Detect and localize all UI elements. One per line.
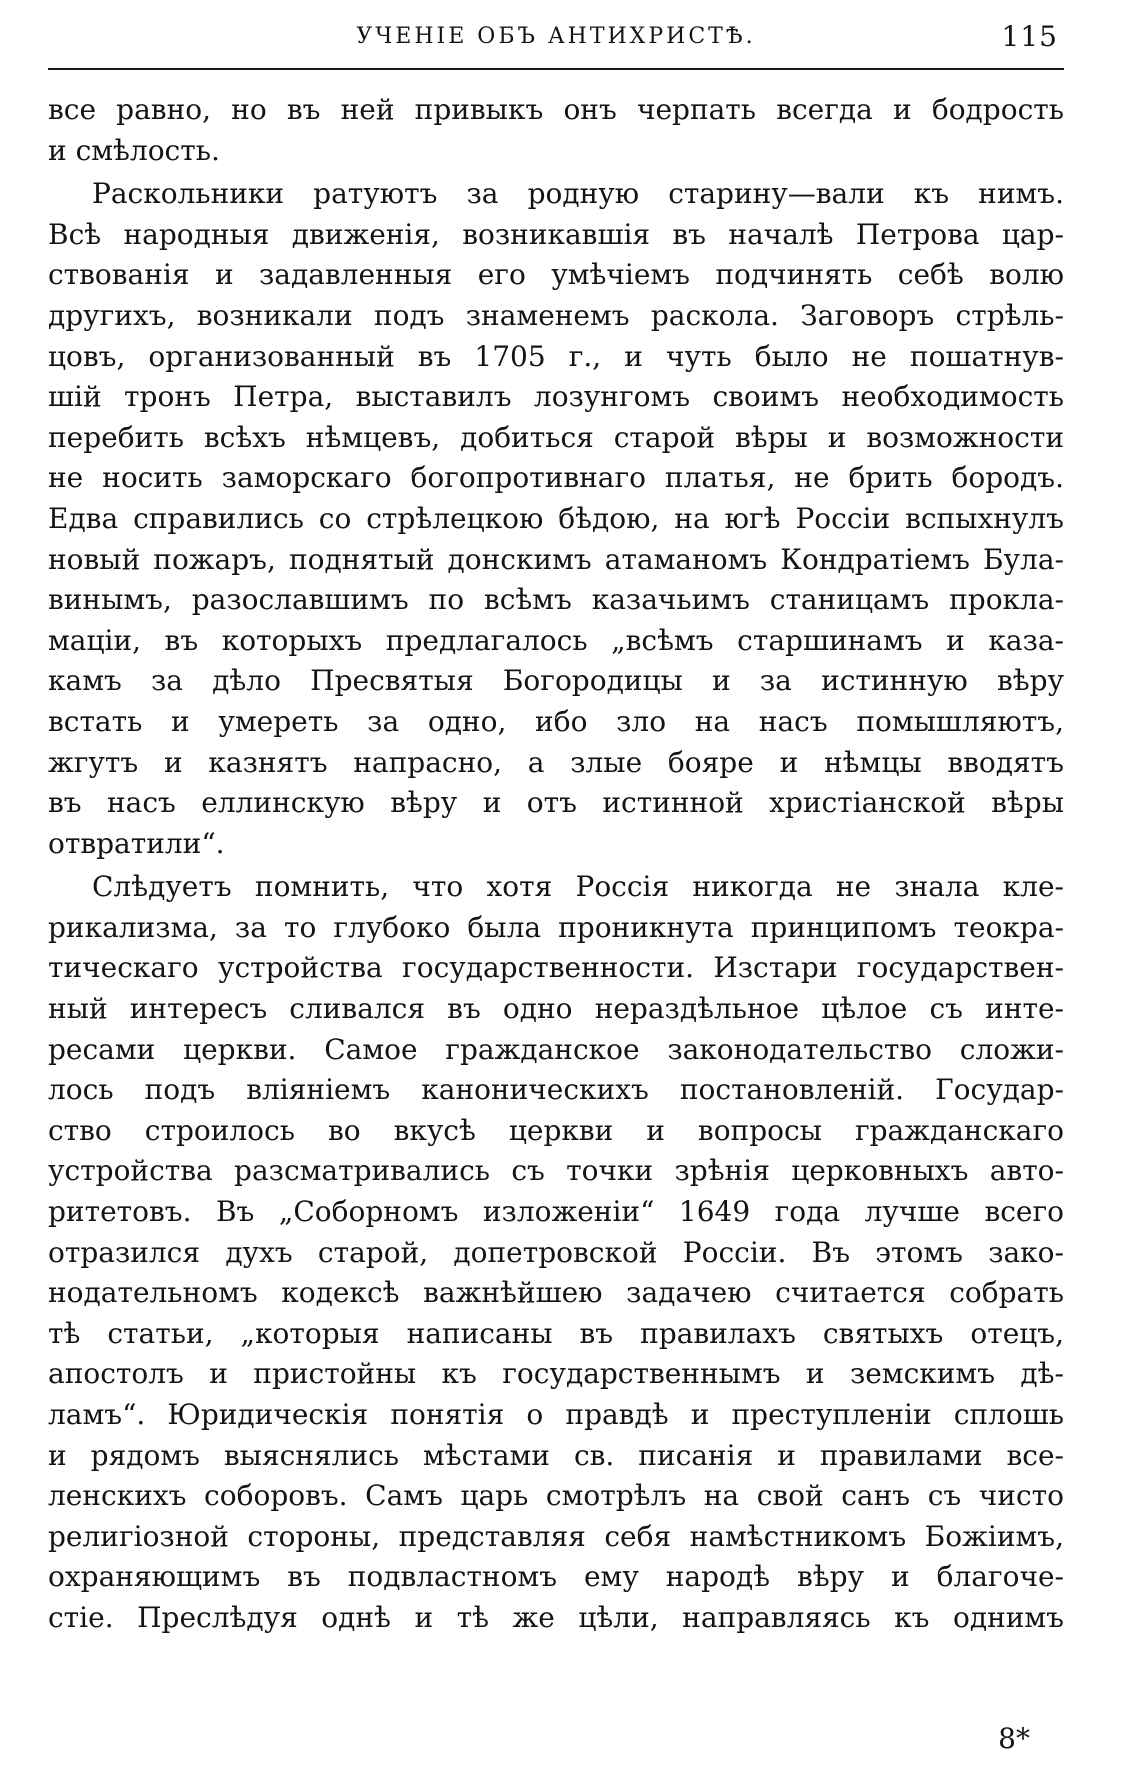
text-line: маціи, въ которыхъ предлагалось „всѣмъ старшинамъ и каза- xyxy=(48,623,1064,657)
text-line: охраняющимъ въ подвластномъ ему народѣ вѣру и благоче- xyxy=(48,1560,1064,1594)
running-header xyxy=(48,10,1064,53)
text-line: стіе. Преслѣдуя однѣ и тѣ же цѣли, направляясь къ однимъ xyxy=(48,1600,1064,1634)
text-line: перебить всѣхъ нѣмцевъ, добиться старой вѣры и возможности xyxy=(48,420,1064,454)
text-line: устройства разсматривались съ точки зрѣнія церковныхъ авто- xyxy=(48,1154,1064,1188)
text-line: жгутъ и казнятъ напрасно, а злые бояре и нѣмцы вводятъ xyxy=(48,745,1064,779)
text-line: цовъ, организованный въ 1705 г., и чуть было не пошатнув- xyxy=(48,339,1064,373)
signature-mark: 8* xyxy=(998,1722,1030,1755)
text-line: ритетовъ. Въ „Соборномъ изложеніи“ 1649 года лучше всего xyxy=(48,1195,1064,1229)
text-line: лось подъ вліяніемъ каноническихъ постановленій. Государ- xyxy=(48,1073,1064,1107)
text-line: отвратили“. xyxy=(48,826,225,860)
book-page xyxy=(48,10,1064,1760)
body-text xyxy=(48,90,1064,1639)
text-line: все равно, но въ ней привыкъ онъ черпать всегда и бодрость xyxy=(48,93,1064,126)
text-line: ресами церкви. Самое гражданское законодательство сложи- xyxy=(48,1032,1064,1066)
text-line: не носить заморскаго богопротивнаго платья, не брить бородъ. xyxy=(48,461,1064,495)
text-line: тѣ статьи, „которыя написаны въ правилахъ святыхъ отецъ, xyxy=(48,1316,1064,1350)
text-line: ный интересъ сливался въ одно нераздѣльное цѣлое съ инте- xyxy=(48,992,1064,1026)
header-rule xyxy=(48,68,1064,70)
running-title: УЧЕНІЕ ОБЪ АНТИХРИСТѢ. xyxy=(356,24,756,49)
text-line: отразился духъ старой, допетровской Россіи. Въ этомъ зако- xyxy=(48,1235,1064,1269)
text-line: и смѣлость. xyxy=(48,133,220,167)
text-line: ленскихъ соборовъ. Самъ царь смотрѣлъ на свой санъ съ чисто xyxy=(48,1479,1064,1513)
text-line: рикализма, за то глубоко была проникнута принципомъ теокра- xyxy=(48,910,1064,944)
paragraph-3 xyxy=(48,867,1064,1638)
text-line: апостолъ и пристойны къ государственнымъ и земскимъ дѣ- xyxy=(48,1357,1064,1391)
text-line: и рядомъ выяснялись мѣстами св. писанія и правилами все- xyxy=(48,1438,1064,1472)
text-line: Едва справились со стрѣлецкою бѣдою, на югѣ Россіи вспыхнулъ xyxy=(48,501,1064,535)
text-line: въ насъ еллинскую вѣру и отъ истинной христіанской вѣры xyxy=(48,786,1064,820)
text-line: нодательномъ кодексѣ важнѣйшею задачею считается собрать xyxy=(48,1276,1064,1310)
page-number: 115 xyxy=(1001,20,1058,53)
text-line: шій тронъ Петра, выставилъ лозунгомъ своимъ необходимость xyxy=(48,380,1064,414)
text-line: Раскольники ратуютъ за родную старину—вали къ нимъ. xyxy=(92,177,1064,211)
text-line: тическаго устройства государственности. Изстари государствен- xyxy=(48,951,1064,985)
text-line: ламъ“. Юридическія понятія о правдѣ и преступленіи сплошь xyxy=(48,1398,1064,1431)
paragraph-2 xyxy=(48,174,1064,864)
text-line: новый пожаръ, поднятый донскимъ атаманомъ Кондратіемъ Була- xyxy=(48,542,1064,576)
text-line: камъ за дѣло Пресвятыя Богородицы и за истинную вѣру xyxy=(48,664,1064,698)
text-line: встать и умереть за одно, ибо зло на насъ помышляютъ, xyxy=(48,704,1064,738)
text-line: Всѣ народныя движенія, возникавшія въ началѣ Петрова цар- xyxy=(48,217,1064,251)
text-line: ство строилось во вкусѣ церкви и вопросы гражданскаго xyxy=(48,1113,1064,1147)
paragraph-1 xyxy=(48,90,1064,171)
text-line: религіозной стороны, представляя себя намѣстникомъ Божіимъ, xyxy=(48,1519,1064,1553)
text-line: другихъ, возникали подъ знаменемъ раскола. Заговоръ стрѣль- xyxy=(48,298,1064,332)
text-line: винымъ, разославшимъ по всѣмъ казачьимъ станицамъ прокла- xyxy=(48,583,1064,617)
text-line: ствованія и задавленныя его умѣчіемъ подчинять себѣ волю xyxy=(48,258,1064,292)
text-line: Слѣдуетъ помнить, что хотя Россія никогда не знала кле- xyxy=(92,870,1064,904)
